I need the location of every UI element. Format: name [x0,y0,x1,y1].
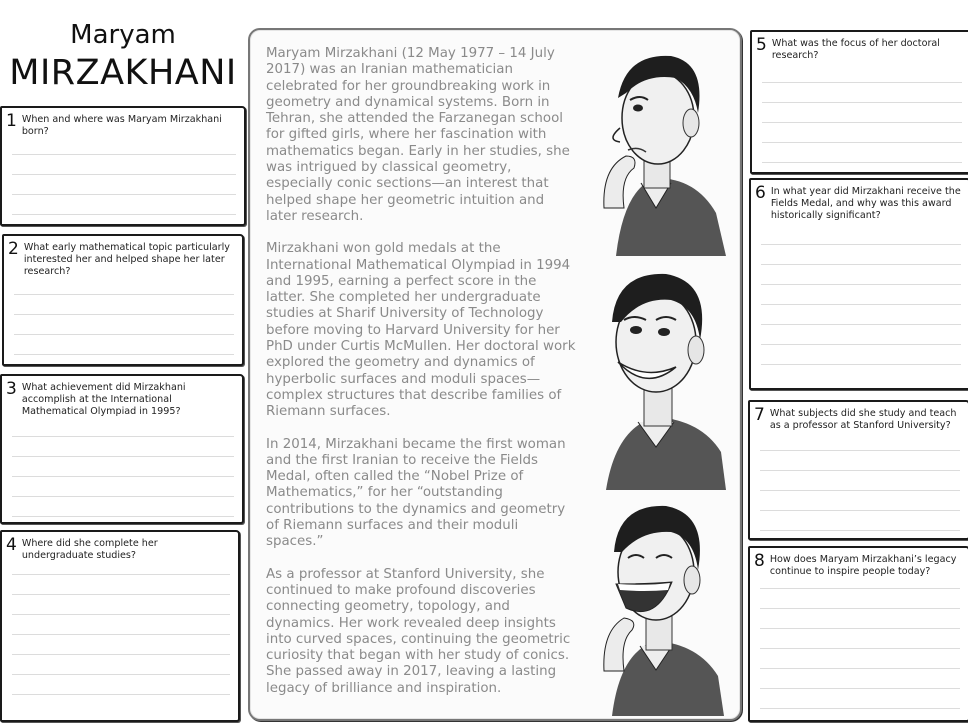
question-number: 4 [6,535,17,555]
answer-area[interactable] [12,154,236,234]
question-text: How does Maryam Mirzakhani’s legacy continue to inspire people today? [769,554,957,577]
answer-area[interactable] [761,244,961,384]
title-first-name: Maryam [70,20,176,50]
worksheet-title [0,18,246,94]
question-number: 1 [6,111,17,131]
bio-paragraph-3: In 2014, Mirzakhani became the first woman and the first Iranian to receive the Fields Medal, often called the “Nobel Prize of Mathematics,” for her “outstanding contributions to the dynamics and geometry of Riemann surfaces and their moduli spaces.” [266,436,566,550]
title-last-name: MIRZAKHANI [9,53,237,93]
question-number: 6 [755,183,766,203]
answer-area[interactable] [12,436,234,536]
question-box-1 [0,106,246,226]
question-number: 3 [6,379,17,399]
bio-paragraph-2: Mirzakhani won gold medals at the International Mathematical Olympiad in 1994 and 1995, earning a perfect score in the latter. She completed her undergraduate studies at Sharif University of Technology before moving to Harvard University for her PhD under Curtis McMullen. Her doctoral work explored the geometry and dynamics of hyperbolic surfaces and moduli spaces—complex structures that describe families of Riemann surfaces. [266,241,576,420]
question-number: 5 [756,35,767,55]
question-box-3 [0,374,244,524]
question-number: 2 [8,239,19,259]
portrait-thoughtful [576,38,736,258]
question-box-5 [750,30,968,174]
answer-area[interactable] [12,574,230,714]
answer-area[interactable] [760,588,960,727]
answer-area[interactable] [760,450,960,550]
question-box-7 [748,400,968,540]
bio-paragraph-4: As a professor at Stanford University, she continued to make profound discoveries connecting geometry, topology, and dynamics. Her work revealed deep insights into curved spaces, continuing the geometric curiosity that began with her study of conics. She passed away in 2017, leaving a lasting legacy of brilliance and inspiration. [266,566,571,696]
question-text: When and where was Maryam Mirzakhani born? [21,114,222,137]
question-box-8 [748,546,968,722]
portrait-laughing [576,496,736,718]
answer-area[interactable] [762,82,962,182]
question-text: What early mathematical topic particularly interested her and helped shape her later research? [23,242,230,277]
biography-panel [248,28,742,721]
portrait-smiling [576,262,736,492]
question-text: What was the focus of her doctoral research? [771,38,940,61]
biography-text [266,46,578,713]
question-text: What achievement did Mirzakhani accomplish at the International Mathematical Olympiad in 1995? [21,382,186,417]
question-text: What subjects did she study and teach as a professor at Stanford University? [769,408,957,431]
question-text: Where did she complete her undergraduate studies? [21,538,158,561]
question-number: 8 [754,551,765,571]
question-box-2 [2,234,244,366]
question-number: 7 [754,405,765,425]
bio-paragraph-1: Maryam Mirzakhani (12 May 1977 – 14 July 2017) was an Iranian mathematician celebrated for her groundbreaking work in geometry and dynamical systems. Born in Tehran, she attended the Farzanegan school for gifted girls, where her fascination with mathematics began. Early in her studies, she was intrigued by classical geometry, especially conic sections—an interest that helped shape her geometric intuition and later research. [266,46,570,224]
question-text: In what year did Mirzakhani receive the Fields Medal, and why was this award historically significant? [770,186,961,221]
question-box-4 [0,530,240,722]
answer-area[interactable] [14,294,234,374]
question-box-6 [749,178,968,390]
